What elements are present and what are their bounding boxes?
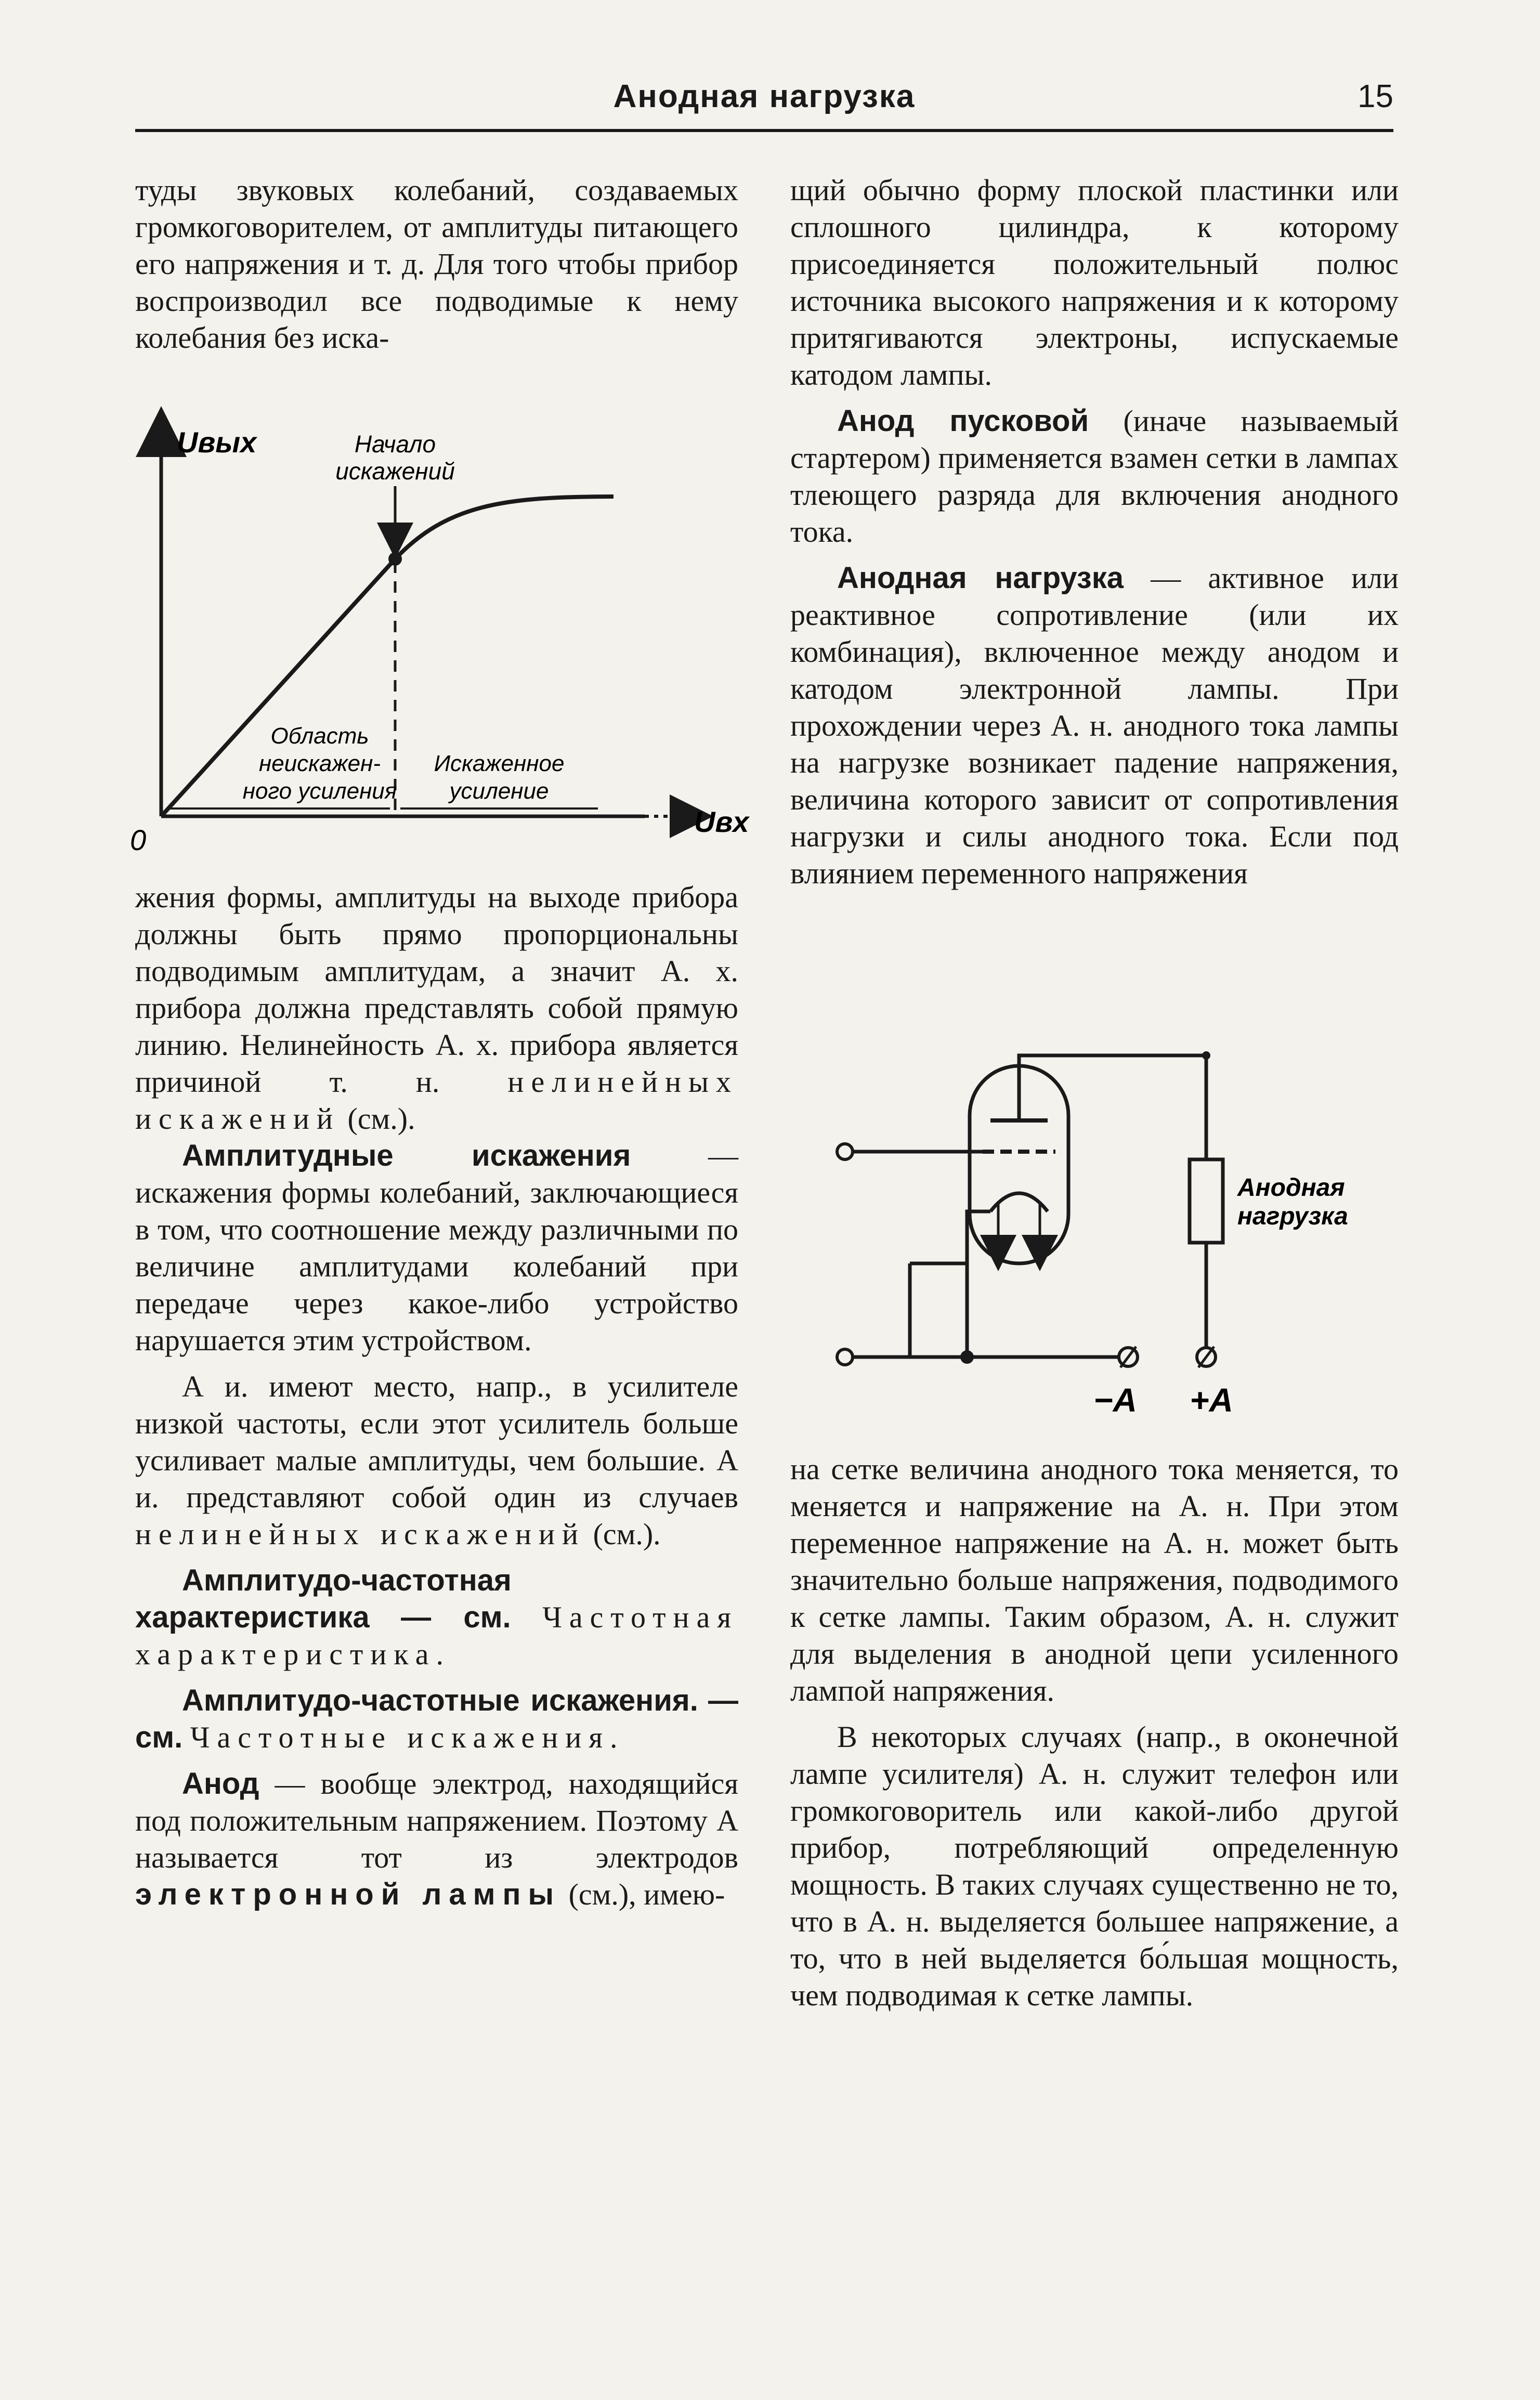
onset-label-line1: Начало — [354, 431, 436, 458]
entry-term: Амплитудо-частотная характеристика — [135, 1563, 512, 1634]
entry-term: Амплитудо-частотные искажения. — [182, 1684, 698, 1717]
anode-wire — [1019, 1055, 1206, 1159]
page-number: 15 — [1358, 79, 1393, 114]
entry-text: — искажения формы колебаний, заключающиеся в том, что соотношение между различными по величине амплитудами колебаний при передаче через какое-либо устройство нарушается этим устройством. — [135, 1139, 739, 1357]
entry-term: Анод пусковой — [837, 404, 1089, 438]
left-column-top — [135, 172, 738, 356]
paragraph: щий обычно форму плоской пластинки или сплошного цилиндра, к которому присоединяется положительный полюс источника высокого напряжения и к которому притягиваются электроны, испускаемые катодом лампы. — [790, 173, 1399, 392]
header-rule — [135, 129, 1393, 132]
cross-reference: Частотная характеристика — [135, 1600, 739, 1671]
text: (см.). — [347, 1102, 415, 1136]
cross-reference: нелинейных искажений — [135, 1065, 739, 1136]
running-head: Анодная нагрузка — [613, 79, 916, 114]
anode-load-circuit — [811, 1035, 1393, 1425]
y-axis-label: Uвых — [177, 426, 257, 459]
text: . — [436, 1637, 443, 1671]
load-label-line1: Анодная — [1237, 1174, 1345, 1202]
paragraph — [135, 879, 738, 1137]
entry-text: — активное или реактивное сопротивление (или их комбинация), включенное между анодом и катодом электронной лампы. При прохождении через А. н. анодного тока лампы на нагрузке возникает падение напряжения, величина которого зависит от сопротивления нагрузки и силы анодного тока. Если под влиянием переменного напряжения — [790, 561, 1399, 890]
text: А и. имеют место, напр., в усилителе низкой частоты, если этот усилитель больше усиливает малые амплитуды, чем большие. А и. представляют собой один из случаев — [135, 1369, 738, 1514]
grid-input-terminal — [837, 1144, 853, 1159]
page-header — [135, 78, 1393, 135]
entry-anode-load — [790, 559, 1399, 892]
entry-term: Анодная нагрузка — [837, 561, 1124, 595]
region2-label-line2: усиление — [449, 778, 549, 804]
entry-amplitude-frequency-distortion — [135, 1682, 738, 1756]
onset-label-line2: искажений — [335, 458, 455, 485]
region1-label-line1: Область — [270, 723, 369, 749]
cross-reference: электронной лампы — [135, 1877, 562, 1911]
see-marker: — см. — [401, 1600, 511, 1634]
cross-reference: нелинейных искажений — [135, 1517, 586, 1551]
left-column-bottom — [135, 879, 738, 1913]
text: жения формы, амплитуды на выходе прибора должны быть прямо пропорциональны подводимым амплитудам, а значит А. х. прибора должна представлять собой прямую линию. Нелинейность А. х. прибора является причиной т. н. — [135, 880, 738, 1099]
region1-label-line3: ного усиления — [242, 778, 397, 804]
input-common-terminal — [837, 1349, 853, 1365]
right-column-bottom — [790, 1451, 1399, 2014]
text: . — [610, 1720, 618, 1754]
paragraph: В некоторых случаях (напр., в оконечной лампе усилителя) А. н. служит телефон или громкоговоритель или какой-либо другой прибор, потребляющий определенную мощность. В таких случаях существенно не то, что в А. н. выделяется большее напряжение, а то, что в ней выделяется бо́льшая мощность, чем подводимая к сетке лампы. — [790, 1720, 1399, 2012]
text: (см.), имею- — [568, 1877, 725, 1911]
plus-terminal-label: +А — [1190, 1381, 1233, 1419]
region1-label-line2: неискажен- — [258, 751, 381, 776]
origin-label: 0 — [130, 824, 147, 856]
common-junction — [960, 1350, 974, 1364]
junction-dot — [1202, 1051, 1210, 1060]
entry-anode — [135, 1765, 738, 1913]
amplitude-characteristic-graph — [125, 416, 749, 863]
entry-amplitude-frequency-characteristic — [135, 1562, 738, 1673]
region2-label-line1: Искаженное — [434, 751, 565, 776]
x-axis-label: Uвх — [694, 805, 749, 838]
cross-reference: Частотные искажения — [190, 1720, 610, 1754]
see-marker: — см. — [135, 1684, 738, 1754]
distortion-onset-point — [388, 552, 402, 566]
minus-terminal-label: −А — [1093, 1381, 1137, 1419]
load-resistor — [1190, 1159, 1223, 1243]
entry-starter-anode — [790, 402, 1399, 550]
entry-term: Амплитудные искажения — [182, 1139, 631, 1172]
load-label-line2: нагрузка — [1237, 1203, 1348, 1230]
entry-amplitude-distortion — [135, 1137, 738, 1359]
text: (см.). — [593, 1517, 661, 1551]
entry-text: — вообще электрод, находящийся под положительным напряжением. Поэтому А называется тот из электродов — [135, 1767, 739, 1874]
right-column-top — [790, 172, 1399, 892]
entry-term: Анод — [182, 1767, 259, 1801]
paragraph: на сетке величина анодного тока меняется, то меняется и напряжение на А. н. При этом переменное напряжение на А. н. может быть значительно больше напряжения, подводимого к сетке лампы. Таким образом, А. н. служит для выделения в анодной цепи усиленного лампой напряжения. — [790, 1452, 1399, 1707]
entry-text: (иначе называемый стартером) применяется взамен сетки в лампах тлеющего разряда для включения анодного тока. — [790, 404, 1399, 549]
paragraph — [135, 1368, 738, 1553]
paragraph: туды звуковых колебаний, создаваемых громкоговорителем, от амплитуды питающего его напряжения и т. д. Для того чтобы прибор воспроизводил все подводимые к нему колебания без иска- — [135, 173, 738, 355]
